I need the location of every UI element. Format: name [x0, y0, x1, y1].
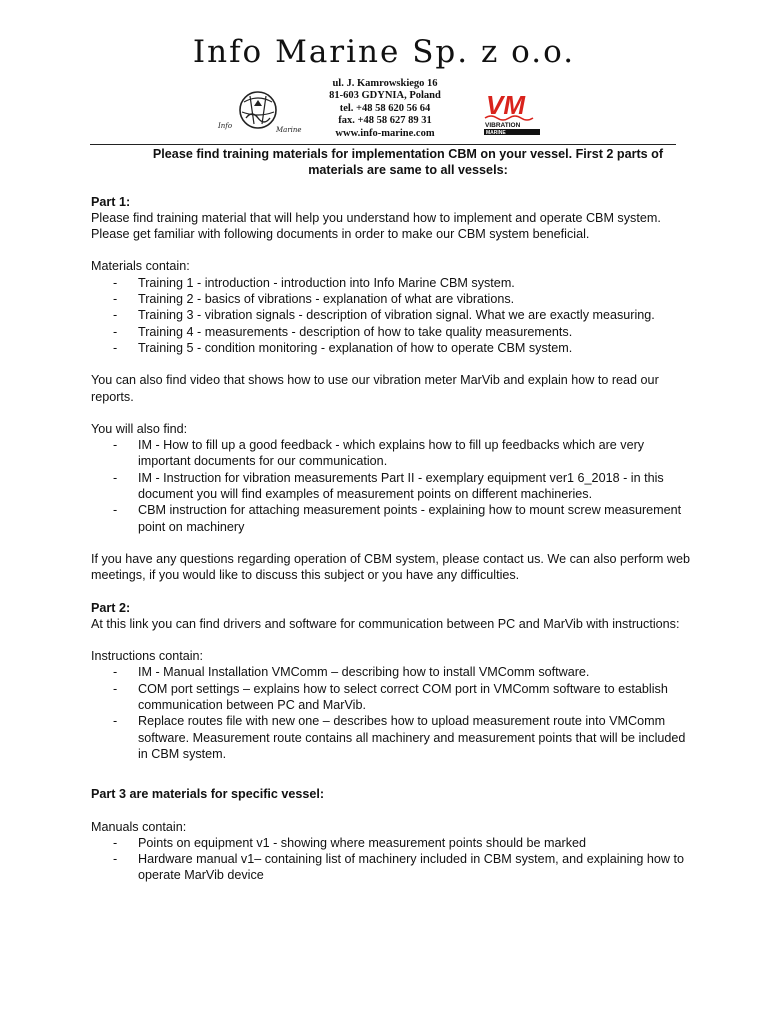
list-item: - Training 2 - basics of vibrations - explanation of what are vibrations.	[113, 292, 515, 307]
part1-heading: Part 1:	[91, 194, 131, 209]
document-title: Please find training materials for implementation CBM on your vessel. First 2 parts of materials are same to all vessels:	[152, 147, 664, 178]
info-marine-logo	[214, 88, 304, 138]
company-address	[300, 78, 470, 140]
vibration-marine-logo	[482, 90, 544, 136]
logo-left-text-2: Marine	[276, 126, 302, 134]
address-phone: tel. +48 58 620 56 64	[339, 102, 431, 114]
manuals-label: Manuals contain:	[91, 819, 187, 834]
address-city: 81-603 GDYNIA, Poland	[329, 90, 441, 102]
address-website: www.info-marine.com	[335, 127, 435, 139]
header-divider	[90, 144, 676, 145]
list-item: - Hardware manual v1– containing list of machinery included in CBM system, and explaining how to operate MarVib device	[113, 852, 685, 883]
list-item: - COM port settings – explains how to select correct COM port in VMComm software to establish communication between PC and MarVib.	[113, 681, 668, 713]
also-find-label: You will also find:	[91, 421, 188, 436]
logo-right-text-3: MARINE	[486, 130, 506, 136]
list-item: - Replace routes file with new one – describes how to upload measurement route into VMComm software. Measurement route contains all machinery and measurement points that will be included in CBM system.	[113, 714, 686, 761]
logo-right-text-2: VIBRATION	[485, 122, 521, 129]
company-name: Info Marine Sp. z o.o.	[192, 34, 576, 70]
materials-list	[91, 275, 691, 356]
contact-paragraph: If you have any questions regarding operation of CBM system, please contact us. We can also perform web meetings, if you would like to discuss this subject or you have any difficulties.	[91, 551, 690, 583]
address-fax: fax. +48 58 627 89 31	[338, 115, 432, 127]
list-item: - Training 3 - vibration signals - description of vibration signal. What we are exactly measuring.	[113, 308, 655, 323]
logo-right-text-1: VM	[486, 90, 525, 120]
list-item: - Training 1 - introduction - introduction into Info Marine CBM system.	[113, 275, 515, 290]
also-find-list	[91, 437, 691, 535]
instructions-label: Instructions contain:	[91, 649, 204, 664]
part1-intro: Please find training material that will help you understand how to implement and operate CBM system. Please get familiar with following documents in order to make our CBM system beneficial.	[91, 210, 661, 242]
part2-heading: Part 2:	[91, 600, 131, 615]
manuals-list	[91, 835, 691, 884]
letterhead	[0, 0, 768, 150]
document-body	[91, 146, 691, 884]
part2-intro: At this link you can find drivers and software for communication between PC and MarVib with instructions:	[91, 616, 680, 631]
video-paragraph: You can also find video that shows how to use our vibration meter MarVib and explain how to read our reports.	[91, 373, 659, 404]
list-item: - IM - Manual Installation VMComm – describing how to install VMComm software.	[113, 665, 590, 680]
list-item: - IM - Instruction for vibration measurements Part II - exemplary equipment ver1 6_2018 - in this document you will find examples of measurement points on different machineries.	[113, 470, 664, 502]
address-street: ul. J. Kamrowskiego 16	[332, 78, 438, 89]
logo-left-text-1: Info	[218, 122, 233, 130]
instructions-list	[91, 664, 691, 762]
list-item: - IM - How to fill up a good feedback - which explains how to fill up feedbacks which are very important documents for our communication.	[113, 438, 645, 469]
list-item: - Training 4 - measurements - description of how to take quality measurements.	[113, 324, 573, 339]
list-item: - Points on equipment v1 - showing where measurement points should be marked	[113, 835, 587, 850]
part3-heading: Part 3 are materials for specific vessel:	[91, 787, 325, 802]
materials-label: Materials contain:	[91, 259, 190, 274]
list-item: - CBM instruction for attaching measurement points - explaining how to mount screw measurement point on machinery	[113, 503, 682, 534]
list-item: - Training 5 - condition monitoring - explanation of how to operate CBM system.	[113, 340, 573, 355]
